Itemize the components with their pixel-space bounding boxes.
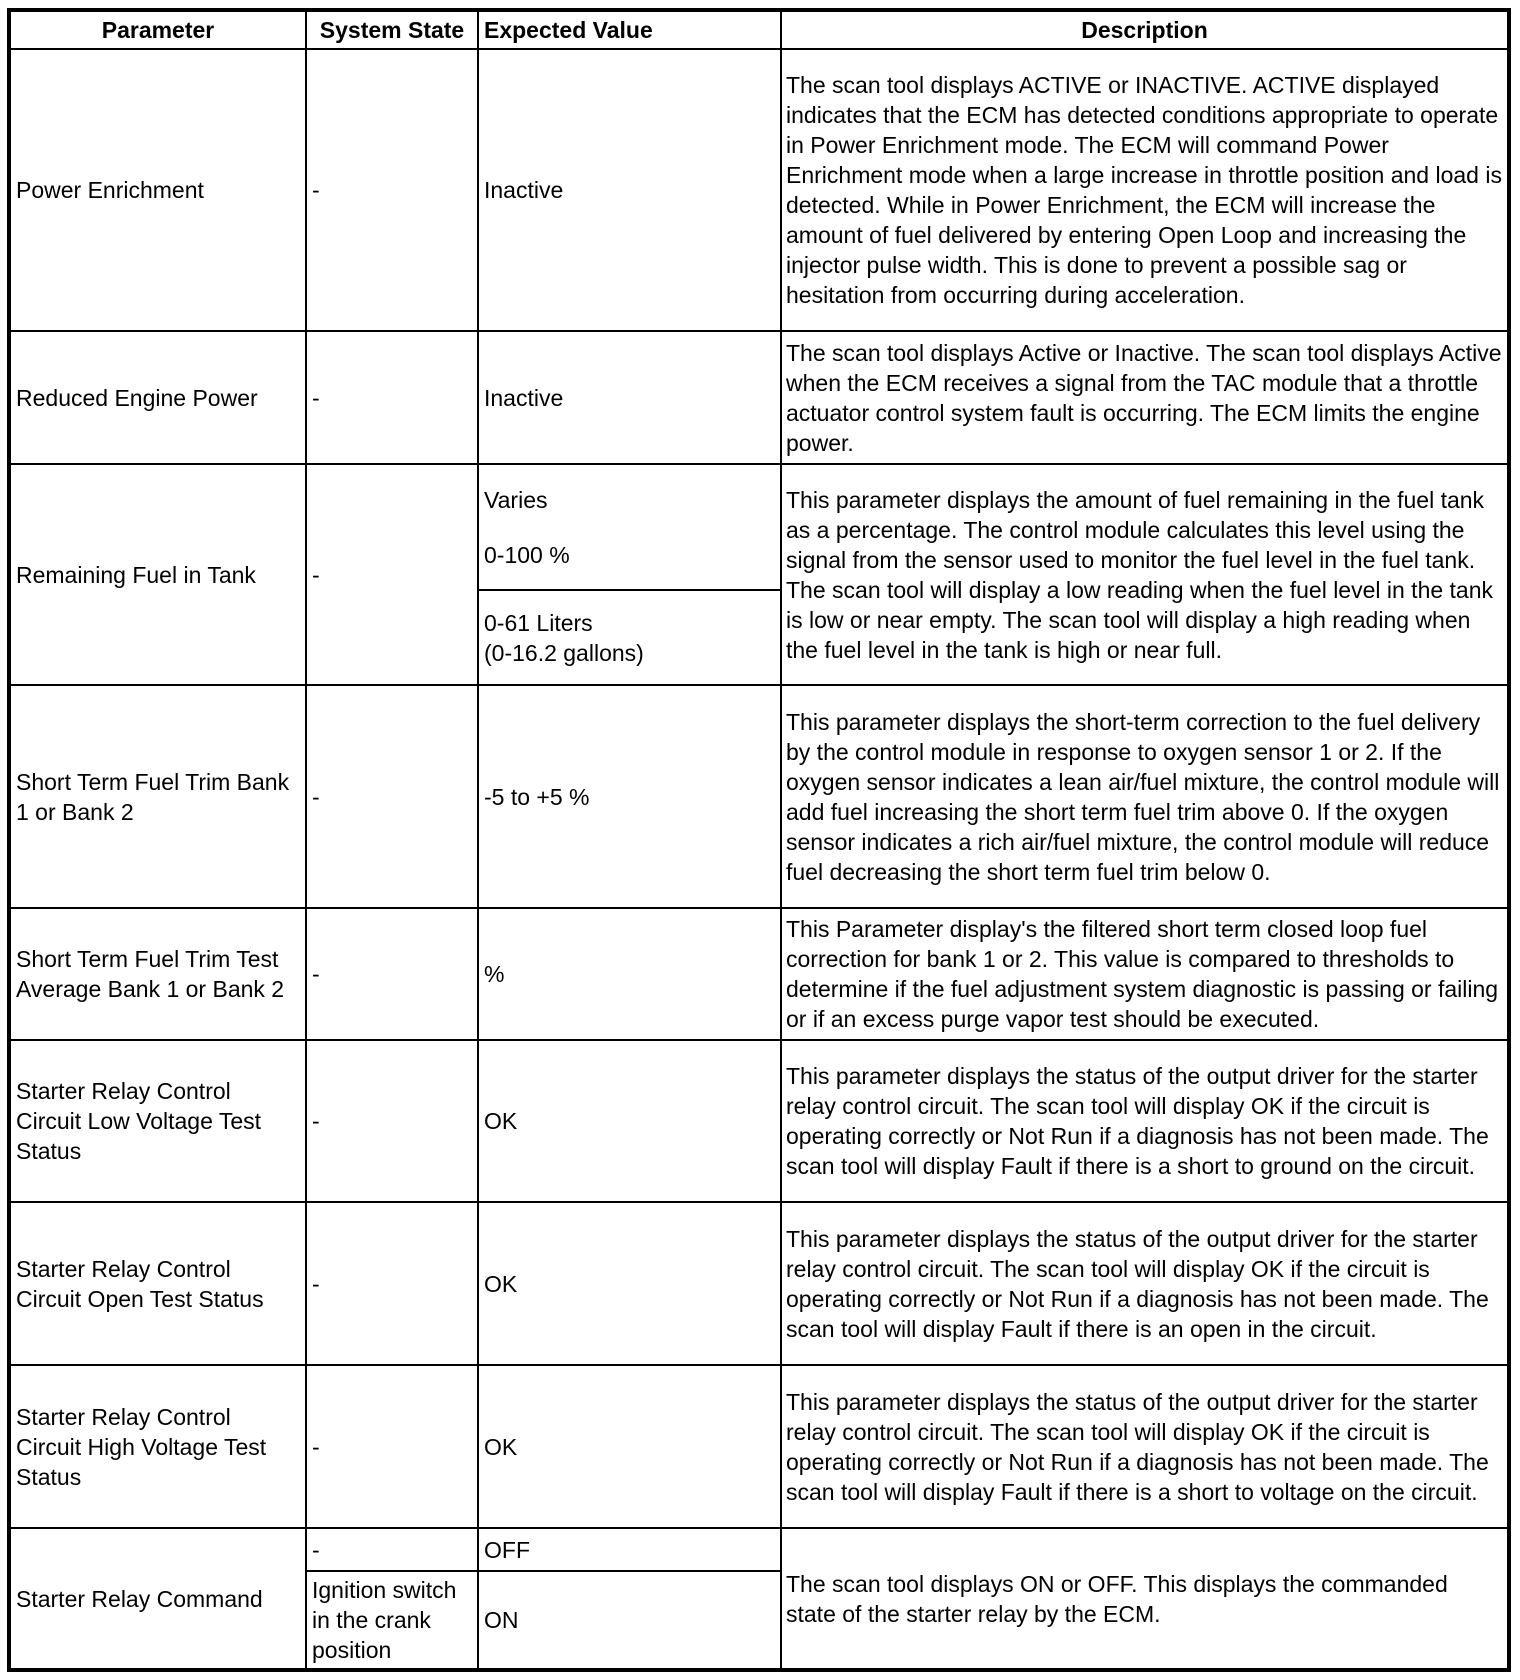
table-row [9,685,1509,908]
header-description: Description [781,10,1509,49]
value-cell [478,464,781,590]
parameter-cell: Starter Relay Control Circuit Open Test Status [9,1202,306,1365]
value-cell: OK [478,1040,781,1202]
value-cell: -5 to +5 % [478,685,781,908]
value-cell: % [478,908,781,1040]
header-row [9,10,1509,49]
state-cell: - [306,1040,478,1202]
value-cell: Inactive [478,331,781,464]
description-cell: The scan tool displays ACTIVE or INACTIVE. ACTIVE displayed indicates that the ECM has detected conditions appropriate to operate in Power Enrichment mode. The ECM will command Power Enrichment mode when a large increase in throttle position and load is detected. While in Power Enrichment, the ECM will increase the amount of fuel delivered by entering Open Loop and increasing the injector pulse width. This is done to prevent a possible sag or hesitation from occurring during acceleration. [781,49,1509,331]
value-cell: ON [478,1571,781,1670]
header-system-state: System State [306,10,478,49]
parameter-cell: Power Enrichment [9,49,306,331]
table-row [9,331,1509,464]
description-cell: This Parameter display's the filtered short term closed loop fuel correction for bank 1 or 2. This value is compared to thresholds to determine if the fuel adjustment system diagnostic is passing or failing or if an excess purge vapor test should be executed. [781,908,1509,1040]
parameter-cell: Starter Relay Control Circuit High Voltage Test Status [9,1365,306,1528]
value-line: (0-16.2 gallons) [484,639,644,666]
value-cell: OFF [478,1528,781,1571]
parameter-cell: Starter Relay Control Circuit Low Voltage Test Status [9,1040,306,1202]
state-cell: - [306,908,478,1040]
parameter-cell: Short Term Fuel Trim Test Average Bank 1 or Bank 2 [9,908,306,1040]
state-cell: Ignition switch in the crank position [306,1571,478,1670]
value-line: 0-61 Liters [484,609,593,636]
description-cell: This parameter displays the status of the output driver for the starter relay control circuit. The scan tool will display OK if the circuit is operating correctly or Not Run if a diagnosis has not been made. The scan tool will display Fault if there is an open in the circuit. [781,1202,1509,1365]
table-row [9,1528,1509,1571]
state-cell: - [306,464,478,685]
state-cell: - [306,1528,478,1571]
state-cell: - [306,685,478,908]
state-cell: - [306,1202,478,1365]
header-expected-value: Expected Value [478,10,781,49]
description-cell: The scan tool displays ON or OFF. This displays the commanded state of the starter relay by the ECM. [781,1528,1509,1670]
state-cell: - [306,1365,478,1528]
parameter-cell: Starter Relay Command [9,1528,306,1670]
description-cell: This parameter displays the status of the output driver for the starter relay control circuit. The scan tool will display OK if the circuit is operating correctly or Not Run if a diagnosis has not been made. The scan tool will display Fault if there is a short to ground on the circuit. [781,1040,1509,1202]
state-cell: - [306,49,478,331]
parameter-table [7,8,1511,1672]
value-cell: OK [478,1202,781,1365]
value-line: Varies [484,486,548,513]
table-row [9,1040,1509,1202]
parameter-cell: Reduced Engine Power [9,331,306,464]
state-cell: - [306,331,478,464]
table-row [9,49,1509,331]
table-row [9,1365,1509,1528]
header-parameter: Parameter [9,10,306,49]
table-row [9,1202,1509,1365]
parameter-cell: Remaining Fuel in Tank [9,464,306,685]
value-cell: OK [478,1365,781,1528]
description-cell: This parameter displays the amount of fuel remaining in the fuel tank as a percentage. The control module calculates this level using the signal from the sensor used to monitor the fuel level in the fuel tank. The scan tool will display a low reading when the fuel level in the tank is low or near empty. The scan tool will display a high reading when the fuel level in the tank is high or near full. [781,464,1509,685]
description-cell: This parameter displays the status of the output driver for the starter relay control circuit. The scan tool will display OK if the circuit is operating correctly or Not Run if a diagnosis has not been made. The scan tool will display Fault if there is a short to voltage on the circuit. [781,1365,1509,1528]
description-cell: This parameter displays the short-term correction to the fuel delivery by the control module in response to oxygen sensor 1 or 2. If the oxygen sensor indicates a lean air/fuel mixture, the control module will add fuel increasing the short term fuel trim above 0. If the oxygen sensor indicates a rich air/fuel mixture, the control module will reduce fuel decreasing the short term fuel trim below 0. [781,685,1509,908]
value-line: 0-100 % [484,541,570,568]
parameter-cell: Short Term Fuel Trim Bank 1 or Bank 2 [9,685,306,908]
table-row [9,464,1509,590]
description-cell: The scan tool displays Active or Inactive. The scan tool displays Active when the ECM receives a signal from the TAC module that a throttle actuator control system fault is occurring. The ECM limits the engine power. [781,331,1509,464]
value-cell: Inactive [478,49,781,331]
value-cell [478,590,781,685]
table-row [9,908,1509,1040]
